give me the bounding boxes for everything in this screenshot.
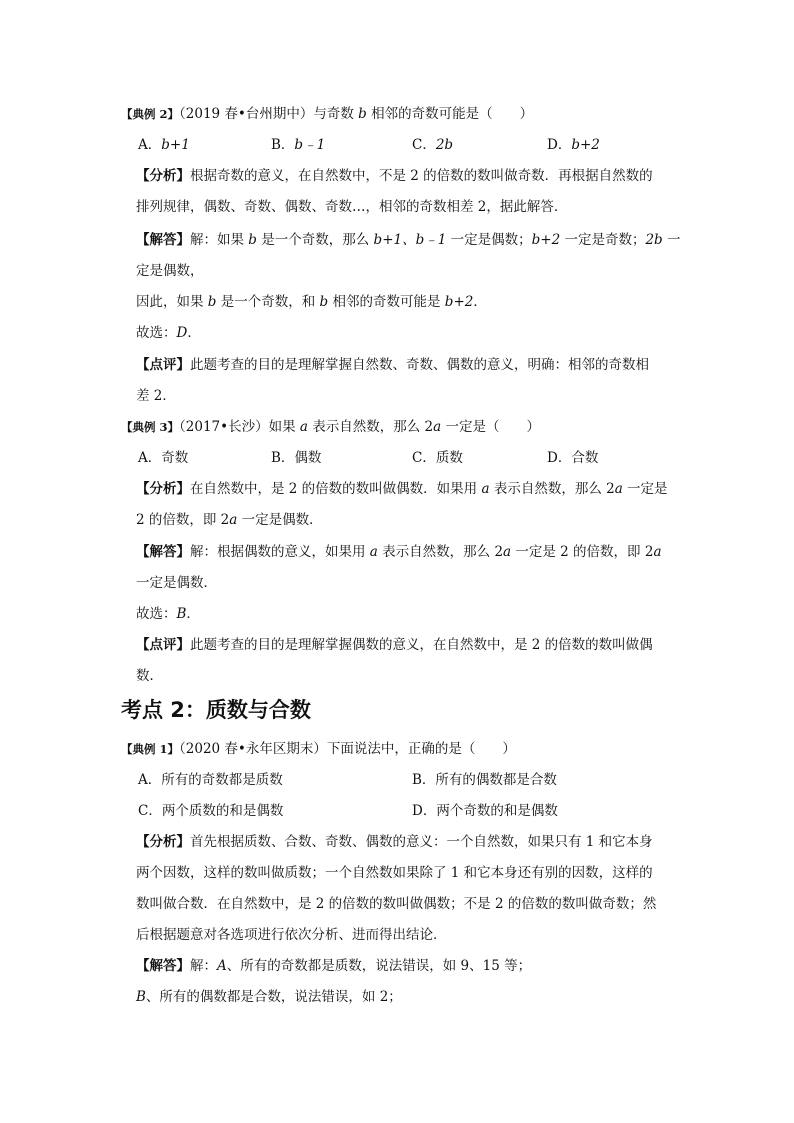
comment-line: 【点评】此题考查的目的是理解掌握偶数的意义，在自然数中，是 2 的倍数的数叫做偶 [136,637,653,653]
option-b: B．所有的偶数都是合数 [412,772,557,788]
example-tag: 【典例 2】 [121,107,180,121]
option-a: A．所有的奇数都是质数 [138,772,283,788]
example-3-stem: 【典例 3】（2017•长沙）如果 a 表示自然数，那么 2a 一定是（ ） [121,419,540,435]
option-a: A．b+1 [138,137,190,153]
analysis-line: 2 的倍数，即 2a 一定是偶数． [136,512,323,528]
example-2-stem: 【典例 2】（2019 春•台州期中）与奇数 b 相邻的奇数可能是（ ） [121,106,534,122]
answer-line: 【解答】解：根据偶数的意义，如果用 a 表示自然数，那么 2a 一定是 2 的倍数，即 2a [136,544,662,560]
analysis-line: 【分析】在自然数中，是 2 的倍数的数叫做偶数．如果用 a 表示自然数，那么 2a 一定是 [136,481,668,497]
analysis-line: 【分析】根据奇数的意义，在自然数中，不是 2 的倍数的数叫做奇数．再根据自然数的 [136,168,653,184]
option-b: B．b﹣1 [271,137,326,153]
example-tag: 【典例 3】 [121,420,180,434]
example-tag: 【典例 1】 [121,742,180,756]
comment-line: 数． [136,668,163,684]
answer-line: 因此，如果 b 是一个奇数，和 b 相邻的奇数可能是 b+2． [136,294,487,310]
section-heading: 考点 2：质数与合数 [121,698,311,722]
answer-line: 【解答】解：A、所有的奇数都是质数，说法错误，如 9、15 等； [136,958,532,974]
analysis-line: 排列规律，偶数、奇数、偶数、奇数…，相邻的奇数相差 2，据此解答． [136,199,568,215]
answer-line: B、所有的偶数都是合数，说法错误，如 2； [136,989,402,1005]
option-b: B．偶数 [271,450,322,466]
analysis-line: 【分析】首先根据质数、合数、奇数、偶数的意义：一个自然数，如果只有 1 和它本身 [136,834,653,850]
comment-line: 差 2． [136,388,176,404]
option-a: A．奇数 [138,450,189,466]
analysis-line: 后根据题意对各选项进行依次分析、进而得出结论． [136,927,447,943]
analysis-line: 两个因数，这样的数叫做质数；一个自然数如果除了 1 和它本身还有别的因数，这样的 [136,865,653,881]
comment-line: 【点评】此题考查的目的是理解掌握自然数、奇数、偶数的意义，明确：相邻的奇数相 [136,357,649,373]
answer-line: 一定是偶数． [136,575,217,591]
option-c: C．两个质数的和是偶数 [138,803,284,819]
option-d: D．b+2 [547,137,600,153]
choice-line: 故选：B． [136,606,200,622]
choice-line: 故选：D． [136,325,201,341]
answer-line: 定是偶数， [136,263,204,279]
option-d: D．合数 [547,450,599,466]
option-c: C．2b [412,137,454,153]
option-d: D．两个奇数的和是偶数 [412,803,558,819]
analysis-line: 数叫做合数．在自然数中，是 2 的倍数的数叫做偶数；不是 2 的倍数的数叫做奇数；然 [136,896,657,912]
example-1-stem: 【典例 1】（2020 春•永年区期末）下面说法中，正确的是（ ） [121,741,516,757]
answer-line: 【解答】解：如果 b 是一个奇数，那么 b+1、b﹣1 一定是偶数；b+2 一定是奇数；2b 一 [136,232,681,248]
option-c: C．质数 [412,450,463,466]
